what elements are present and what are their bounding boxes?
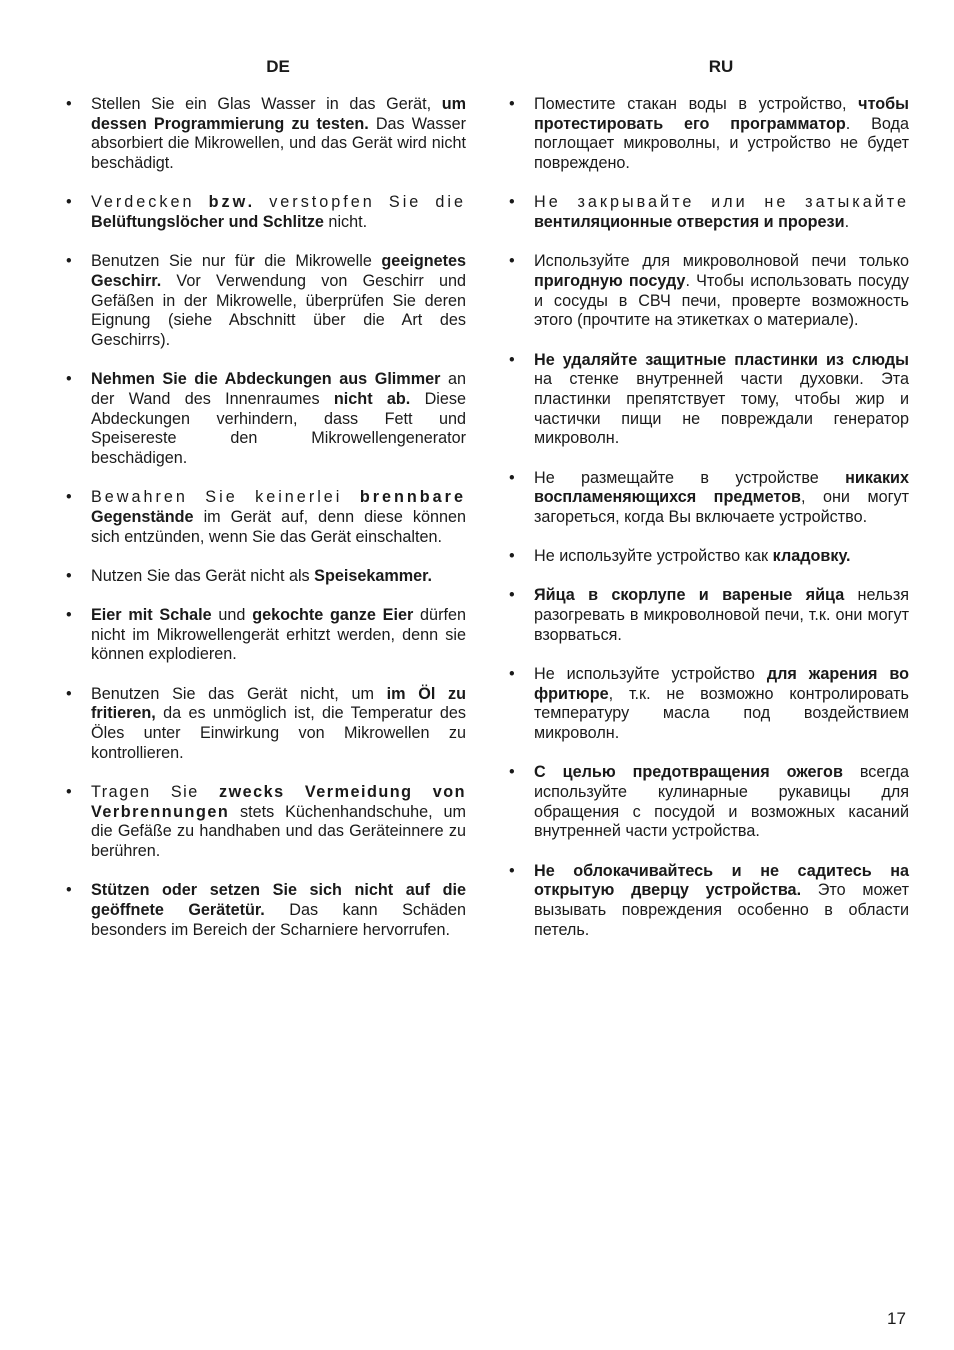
emphasis-text: для жарения во фритюре xyxy=(534,664,909,703)
list-item xyxy=(66,370,466,469)
emphasis-text: Eier mit Schale xyxy=(91,606,212,625)
body-text: stets Küchenhandschuhe, um die Gefäße zu handhaben und das Geräteinnere zu berühren. xyxy=(91,802,466,861)
list-item-text xyxy=(534,252,909,329)
list-item xyxy=(66,252,466,351)
page-number: 17 xyxy=(887,1309,906,1328)
body-text: Не используйте устройство xyxy=(534,664,767,683)
list-item xyxy=(509,252,909,331)
emphasis-text: gekochte ganze Eier xyxy=(252,606,414,625)
emphasis-text: nicht ab. xyxy=(333,389,411,408)
list-item xyxy=(66,606,466,665)
emphasis-text: bzw. xyxy=(208,193,256,212)
list-item-text xyxy=(534,665,909,742)
list-item xyxy=(509,665,909,744)
column-heading-ru: RU xyxy=(708,57,734,76)
body-text: Не закрывайте или не затыкайте xyxy=(534,193,909,212)
list-item xyxy=(66,567,466,587)
list-item xyxy=(509,351,909,450)
list-item-text xyxy=(534,95,909,172)
emphasis-text: Не удаляйте защитные пластинки из слюды xyxy=(534,350,909,369)
list-item xyxy=(509,547,909,567)
bullet-icon: • xyxy=(66,252,72,271)
bullet-icon: • xyxy=(509,252,515,271)
emphasis-text: zwecks Vermeidung von Verbrennungen xyxy=(91,782,466,821)
body-text: . Вода поглощает микроволны, и устройство не будет повреждено. xyxy=(534,114,909,173)
emphasis-text: Не облокачивайтесь и не садитесь на открытую дверцу устройства. xyxy=(534,861,909,900)
body-text: im Gerät auf, denn diese können sich entzünden, wenn Sie das Gerät einschalten. xyxy=(91,507,466,546)
body-text: Это может вызывать повреждения особенно в области петель. xyxy=(534,881,909,939)
emphasis-text: чтобы протестировать его программатор xyxy=(534,95,909,133)
emphasis-text: im Öl zu fritieren, xyxy=(91,684,466,723)
bullet-icon: • xyxy=(66,193,72,212)
list-item-text xyxy=(534,862,909,939)
list-item-text xyxy=(91,95,466,172)
list-item xyxy=(509,862,909,941)
list-item-text xyxy=(91,685,466,762)
body-text: Используйте для микроволновой печи только xyxy=(534,252,909,271)
list-item-text xyxy=(91,567,432,585)
bullet-icon: • xyxy=(509,547,515,566)
list-item xyxy=(66,488,466,547)
body-text: die Mikrowelle xyxy=(254,252,382,271)
body-text: dürfen nicht im Mikrowellengerät erhitzt werden, denn sie können explodieren. xyxy=(91,606,466,664)
list-item xyxy=(509,469,909,528)
emphasis-text: r xyxy=(248,252,255,271)
emphasis-text: кладовку. xyxy=(772,547,851,566)
emphasis-text: никаких воспламеняющихся предметов xyxy=(534,468,909,507)
emphasis-text: Stützen oder setzen Sie sich nicht auf die geöffnete Gerätetür. xyxy=(91,881,466,919)
body-text: Diese Abdeckungen verhindern, dass Fett und Speisereste den Mikrowellengenerator beschädigen. xyxy=(91,389,466,468)
column-ru xyxy=(509,55,909,960)
emphasis-text: Speisekammer. xyxy=(314,566,433,585)
body-text: Не используйте устройство как xyxy=(534,547,773,566)
emphasis-text: вентиляционные отверстия и прорези xyxy=(534,213,845,232)
list-item xyxy=(66,193,466,232)
list-item-text xyxy=(534,763,909,840)
body-text: Поместите стакан воды в устройство, xyxy=(534,95,859,113)
list-item-text xyxy=(534,547,851,565)
bullet-icon: • xyxy=(66,881,72,900)
column-heading-de: DE xyxy=(266,57,290,76)
column-de xyxy=(66,55,466,960)
body-text: Verdecken xyxy=(91,193,209,212)
body-text: . xyxy=(844,213,850,232)
body-text: verstopfen Sie die xyxy=(255,193,466,212)
bullet-icon: • xyxy=(509,95,515,113)
bullet-icon: • xyxy=(66,684,72,703)
list-item xyxy=(66,783,466,862)
list-item-text xyxy=(91,783,466,860)
bullet-icon: • xyxy=(509,193,515,212)
list-item-text xyxy=(91,252,466,349)
list-item xyxy=(66,95,466,174)
body-text: Das Wasser absorbiert die Mikrowellen, und das Gerät wird nicht beschädigt. xyxy=(91,114,466,173)
list-item-text xyxy=(91,881,466,938)
emphasis-text: Belüftungslöcher und Schlitze xyxy=(91,213,324,232)
emphasis-text: geeignetes Geschirr. xyxy=(91,252,466,290)
emphasis-text: С целью предотвращения ожегов xyxy=(534,763,843,782)
bullet-icon: • xyxy=(66,782,72,801)
body-text: Bewahren Sie keinerlei xyxy=(91,488,360,507)
body-text: нельзя разогревать в микроволновой печи, т.к. они могут взорваться. xyxy=(534,586,910,644)
bullet-icon: • xyxy=(509,586,515,605)
list-item-text xyxy=(534,469,909,526)
body-text: Stellen Sie ein Glas Wasser in das Gerät, xyxy=(91,95,442,113)
list-item-text xyxy=(91,193,466,231)
bullet-icon: • xyxy=(66,488,72,507)
body-text: Не размещайте в устройстве xyxy=(534,468,846,487)
emphasis-text: Яйца в скорлупе и вареные яйца xyxy=(534,586,845,605)
list-item-text xyxy=(534,586,909,643)
body-text: Vor Verwendung von Geschirr und Gefäßen in der Mikrowelle, überprüfen Sie deren Eignung (siehe Abschnitt über die Art des Geschirrs). xyxy=(91,271,466,350)
body-text: всегда используйте кулинарные рукавицы для обращения с посудой и возможных касаний внутренней части устройства. xyxy=(534,763,909,841)
body-text: Nutzen Sie das Gerät nicht als xyxy=(91,566,315,585)
body-text: , они могут загореться, когда Вы включаете устройство. xyxy=(534,488,909,526)
list-item-text xyxy=(91,488,466,545)
list-item-text xyxy=(91,606,466,663)
body-text: . Чтобы использовать посуду и сосуды в СВЧ печи, проверте возможность этого (прочтите на этикетках о материале). xyxy=(534,271,909,330)
bullet-icon: • xyxy=(66,566,72,585)
body-text: Das kann Schäden besonders im Bereich der Scharniere hervorrufen. xyxy=(91,901,466,939)
list-item-text xyxy=(534,193,909,231)
bullet-icon: • xyxy=(66,370,72,389)
body-text: Benutzen Sie nur fü xyxy=(91,252,249,271)
bullet-icon: • xyxy=(509,763,515,782)
list-item xyxy=(509,586,909,645)
body-text: und xyxy=(211,606,253,625)
safety-list-de xyxy=(66,95,466,940)
emphasis-text: Nehmen Sie die Abdeckungen aus Glimmer xyxy=(91,370,441,389)
bullet-icon: • xyxy=(509,350,515,369)
emphasis-text: brennbare xyxy=(359,488,466,507)
body-text: , т.к. не возможно контролировать температуру масла под воздействием микроволн. xyxy=(534,684,909,743)
list-item xyxy=(66,881,466,940)
list-item xyxy=(509,95,909,174)
body-text: da es unmöglich ist, die Temperatur des Öles unter Einwirkung von Mikrowellen zu kontrollieren. xyxy=(91,704,466,762)
safety-list-ru xyxy=(509,95,909,940)
body-text: Benutzen Sie das Gerät nicht, um xyxy=(91,684,387,703)
body-text: an der Wand des Innenraumes xyxy=(91,370,466,408)
body-text: Tragen Sie xyxy=(91,782,219,801)
emphasis-text: пригодную посуду xyxy=(534,271,686,290)
emphasis-text: Gegenstände xyxy=(91,507,194,526)
bullet-icon: • xyxy=(509,664,515,683)
body-text: nicht. xyxy=(323,213,368,232)
list-item xyxy=(509,193,909,232)
list-item xyxy=(509,763,909,842)
emphasis-text: um dessen Programmierung zu testen. xyxy=(91,95,466,133)
bullet-icon: • xyxy=(509,468,515,487)
bullet-icon: • xyxy=(66,606,72,625)
bullet-icon: • xyxy=(509,861,515,880)
list-item-text xyxy=(534,351,909,448)
list-item-text xyxy=(91,370,466,467)
bullet-icon: • xyxy=(66,95,72,113)
list-item xyxy=(66,685,466,764)
body-text: на стенке внутренней части духовки. Эта пластинки препятствует тому, чтобы жир и частички пищи не повреждали генератор микроволн. xyxy=(534,370,909,448)
